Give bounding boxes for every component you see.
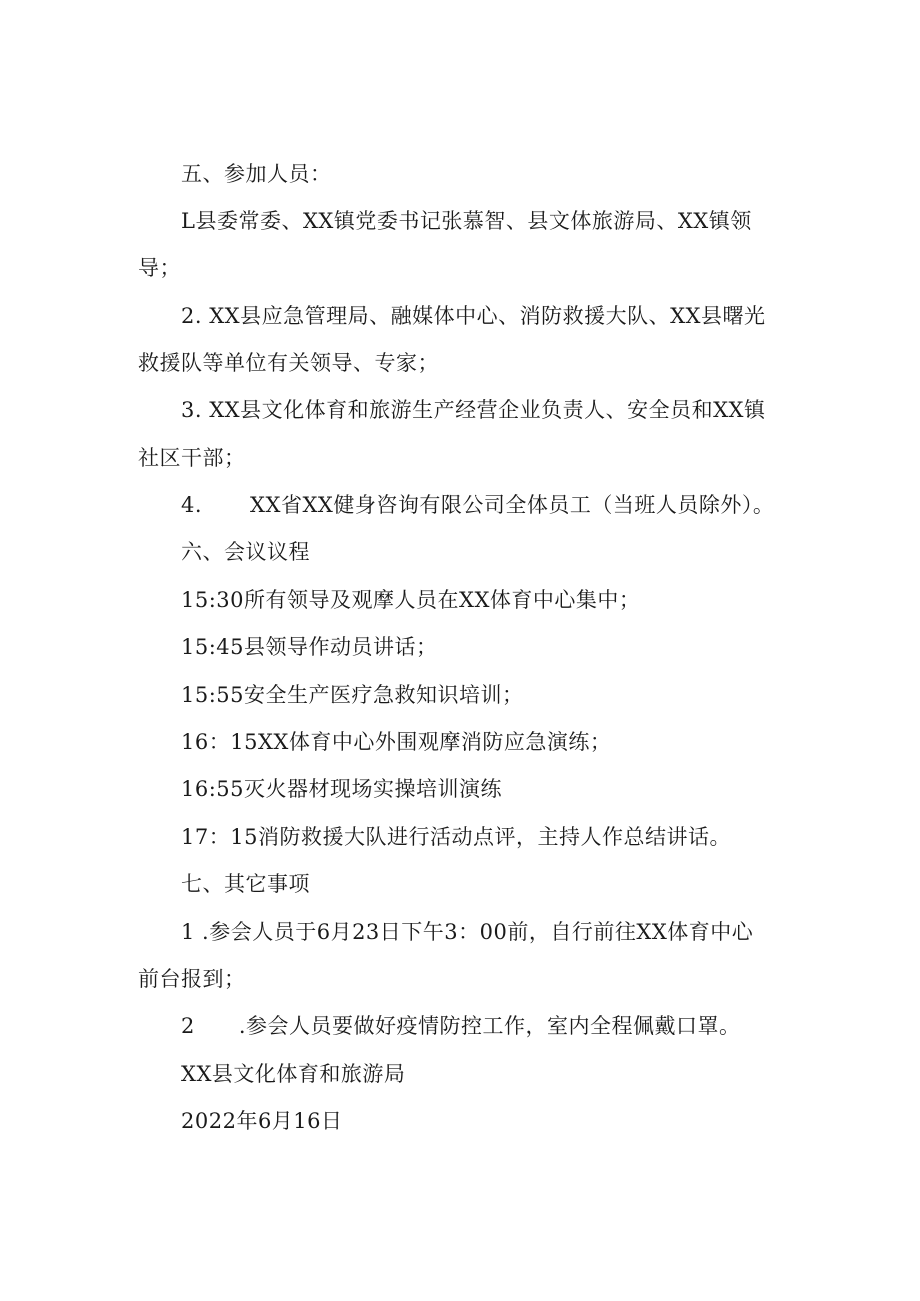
participant-item-3-line1: 3. XX县文化体育和旅游生产经营企业负责人、安全员和XX镇 <box>181 398 766 422</box>
agenda-item-3: 15:55安全生产医疗急救知识培训； <box>181 683 524 707</box>
participant-item-2-line1: 2. XX县应急管理局、融媒体中心、消防救援大队、XX县曙光 <box>181 304 766 328</box>
other-item-2 <box>181 1012 741 1040</box>
participant-item-3-line2: 社区干部； <box>138 446 246 470</box>
participant-item-1-line1: L县委常委、XX镇党委书记张慕智、县文体旅游局、XX镇领 <box>181 209 752 233</box>
agenda-item-1: 15:30所有领导及观摩人员在XX体育中心集中； <box>181 588 641 612</box>
other-item-1-line2: 前台报到； <box>138 967 246 991</box>
agenda-item-4: 16：15XX体育中心外围观摩消防应急演练； <box>181 730 612 754</box>
section-heading-participants: 五、参加人员： <box>181 162 332 186</box>
participant-item-4-number: 4. <box>181 493 203 517</box>
participant-item-1-line2: 导； <box>138 256 181 280</box>
other-item-2-text: .参会人员要做好疫情防控工作，室内全程佩戴口罩。 <box>238 1014 741 1038</box>
section-heading-other: 七、其它事项 <box>181 872 310 896</box>
other-item-1-line1: 1 .参会人员于6月23日下午3：00前，自行前往XX体育中心 <box>181 920 754 944</box>
participant-item-4-text: XX省XX健身咨询有限公司全体员工（当班人员除外）。 <box>250 493 775 517</box>
other-item-2-number: 2 <box>181 1014 195 1038</box>
section-heading-agenda: 六、会议议程 <box>181 540 310 564</box>
agenda-item-2: 15:45县领导作动员讲话； <box>181 635 438 659</box>
participant-item-2-line2: 救援队等单位有关领导、专家； <box>138 351 439 375</box>
signature-organization: XX县文化体育和旅游局 <box>181 1062 406 1086</box>
signature-date: 2022年6月16日 <box>181 1109 343 1133</box>
participant-item-4 <box>181 491 774 519</box>
agenda-item-5: 16:55灭火器材现场实操培训演练 <box>181 777 503 801</box>
agenda-item-6: 17：15消防救援大队进行活动点评，主持人作总结讲话。 <box>181 825 731 849</box>
